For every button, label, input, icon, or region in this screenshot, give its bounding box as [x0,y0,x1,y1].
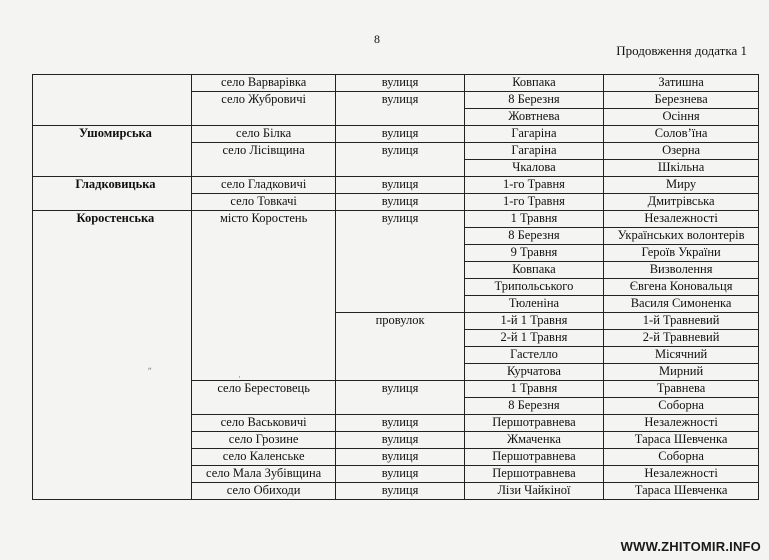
object-type-cell: вулиця [336,449,464,466]
old-name-cell: Гагаріна [464,126,603,143]
old-name-cell: 1-го Травня [464,177,603,194]
old-name-cell: Чкалова [464,160,603,177]
settlement-cell: село Білка [191,126,336,143]
old-name-cell: 1 Травня [464,381,603,398]
site-watermark: WWW.ZHITOMIR.INFO [620,539,761,554]
object-type-cell: вулиця [336,483,464,500]
new-name-cell: Українських волонтерів [604,228,759,245]
old-name-cell: 8 Березня [464,228,603,245]
new-name-cell: Березнева [604,92,759,109]
object-type-cell: вулиця [336,92,464,126]
settlement-cell: село Гладковичі [191,177,336,194]
new-name-cell: Мирний [604,364,759,381]
new-name-cell: Солов’їна [604,126,759,143]
old-name-cell: Гастелло [464,347,603,364]
old-name-cell: Курчатова [464,364,603,381]
new-name-cell: Осіння [604,109,759,126]
object-type-cell: вулиця [336,177,464,194]
old-name-cell: Трипольського [464,279,603,296]
object-type-cell: вулиця [336,143,464,177]
new-name-cell: Дмитрівська [604,194,759,211]
object-type-cell: вулиця [336,415,464,432]
settlement-cell: село Лісівщина [191,143,336,177]
new-name-cell: Місячний [604,347,759,364]
old-name-cell: Тюленіна [464,296,603,313]
new-name-cell: Миру [604,177,759,194]
appendix-continuation-label: Продовження додатка 1 [616,43,747,58]
new-name-cell: Визволення [604,262,759,279]
region-cell: Гладковицька [33,177,192,211]
new-name-cell: Шкільна [604,160,759,177]
old-name-cell: 9 Травня [464,245,603,262]
new-name-cell: Травнева [604,381,759,398]
old-name-cell: Першотравнева [464,449,603,466]
old-name-cell: 1 Травня [464,211,603,228]
new-name-cell: Тараса Шевченка [604,432,759,449]
old-name-cell: 8 Березня [464,398,603,415]
table-row [33,126,759,143]
settlement-cell: село Товкачі [191,194,336,211]
old-name-cell: 2-й 1 Травня [464,330,603,347]
scan-speck-mark: · [238,372,241,382]
new-name-cell: Озерна [604,143,759,160]
object-type-cell: вулиця [336,75,464,92]
object-type-cell: вулиця [336,211,464,313]
old-name-cell: 1-й 1 Травня [464,313,603,330]
scan-speck-mark: ʺ [148,366,152,376]
table-row [33,75,759,92]
old-name-cell: Гагаріна [464,143,603,160]
table-row [33,177,759,194]
region-cell: Коростенська [33,211,192,500]
new-name-cell: Незалежності [604,415,759,432]
old-name-cell: 1-го Травня [464,194,603,211]
settlement-cell: село Жубровичі [191,92,336,126]
new-name-cell: 2-й Травневий [604,330,759,347]
region-cell: Ушомирська [33,126,192,177]
settlement-cell: село Варварівка [191,75,336,92]
new-name-cell: Соборна [604,449,759,466]
object-type-cell: вулиця [336,466,464,483]
street-renaming-table [32,74,759,500]
new-name-cell: Соборна [604,398,759,415]
new-name-cell: Тараса Шевченка [604,483,759,500]
old-name-cell: Ковпака [464,75,603,92]
table-row [33,211,759,228]
old-name-cell: Ковпака [464,262,603,279]
settlement-cell: село Обиходи [191,483,336,500]
page-number: 8 [374,32,380,46]
settlement-cell: село Берестовець [191,381,336,415]
object-type-cell: вулиця [336,194,464,211]
settlement-cell: село Каленське [191,449,336,466]
object-type-cell: вулиця [336,381,464,415]
settlement-cell: місто Коростень [191,211,336,381]
new-name-cell: Василя Симоненка [604,296,759,313]
old-name-cell: Першотравнева [464,466,603,483]
region-cell [33,75,192,126]
new-name-cell: Євгена Коновальця [604,279,759,296]
object-type-cell: провулок [336,313,464,381]
old-name-cell: Жовтнева [464,109,603,126]
old-name-cell: 8 Березня [464,92,603,109]
settlement-cell: село Мала Зубівщина [191,466,336,483]
settlement-cell: село Васьковичі [191,415,336,432]
settlement-cell: село Грозине [191,432,336,449]
object-type-cell: вулиця [336,126,464,143]
new-name-cell: 1-й Травневий [604,313,759,330]
new-name-cell: Героїв України [604,245,759,262]
new-name-cell: Незалежності [604,211,759,228]
old-name-cell: Першотравнева [464,415,603,432]
old-name-cell: Жмаченка [464,432,603,449]
new-name-cell: Незалежності [604,466,759,483]
new-name-cell: Затишна [604,75,759,92]
object-type-cell: вулиця [336,432,464,449]
old-name-cell: Лізи Чайкіної [464,483,603,500]
